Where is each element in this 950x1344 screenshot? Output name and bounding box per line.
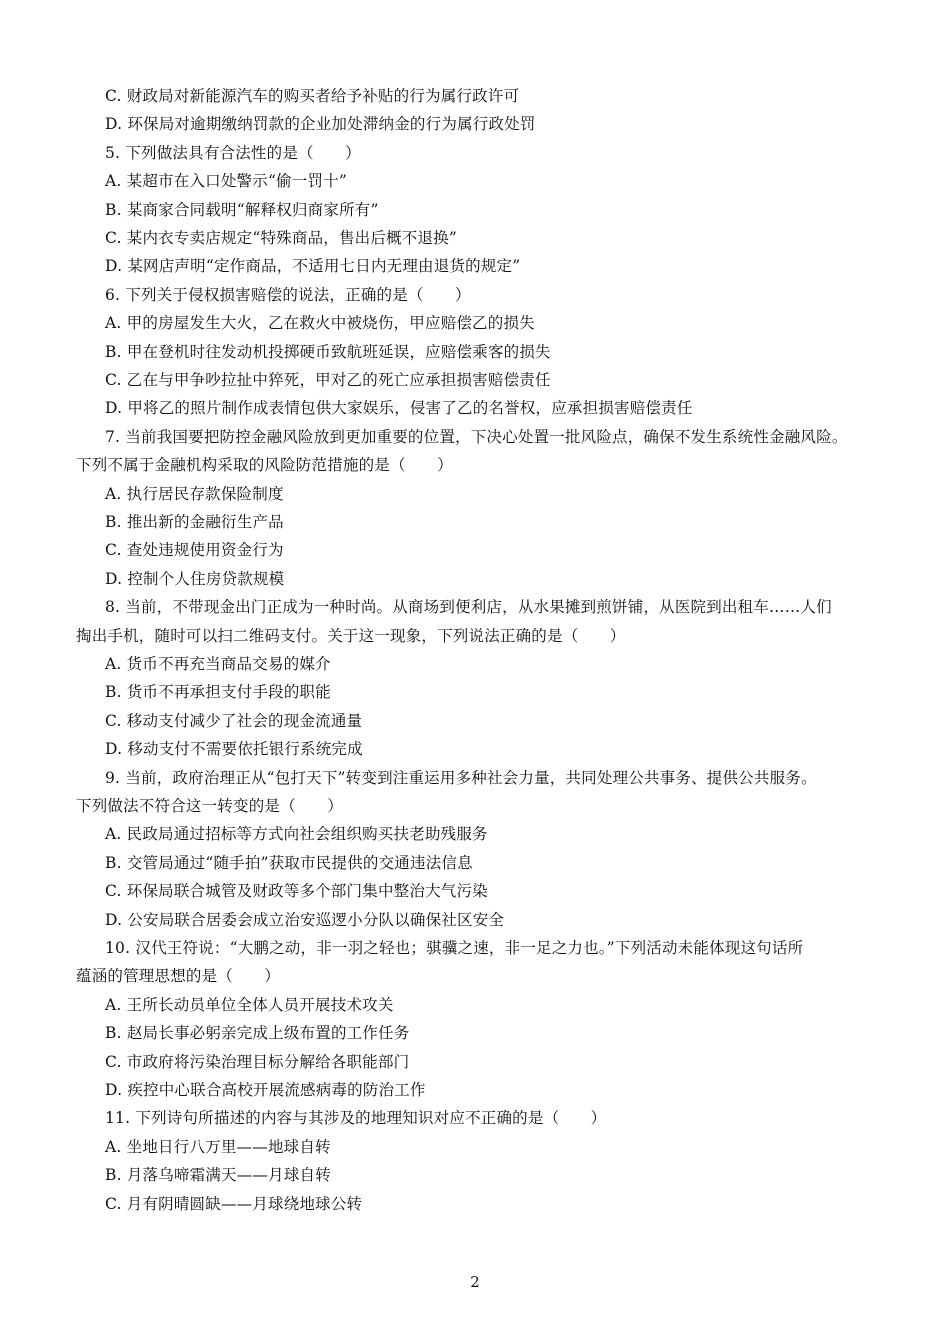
answer-option: C. 移动支付减少了社会的现金流通量 <box>105 711 363 730</box>
question-text: 11. 下列诗句所描述的内容与其涉及的地理知识对应不正确的是（ ） <box>105 1109 607 1128</box>
question-text: 10. 汉代王符说：“大鹏之动，非一羽之轻也；骐骥之速，非一足之力也。”下列活动未能体现这句话所 <box>105 939 804 957</box>
question-continuation: 下列不属于金融机构采取的风险防范措施的是（ ） <box>76 456 453 475</box>
question-text: 6. 下列关于侵权损害赔偿的说法，正确的是（ ） <box>105 285 471 304</box>
answer-option: D. 移动支付不需要依托银行系统完成 <box>105 740 363 759</box>
answer-option: C. 环保局联合城管及财政等多个部门集中整治大气污染 <box>105 882 488 901</box>
answer-option: C. 某内衣专卖店规定“特殊商品，售出后概不退换” <box>105 229 458 247</box>
answer-option: A. 王所长动员单位全体人员开展技术攻关 <box>105 995 394 1014</box>
answer-option: A. 货币不再充当商品交易的媒介 <box>105 655 331 673</box>
answer-option: B. 月落乌啼霜满天——月球自转 <box>105 1166 331 1185</box>
question-text: 9. 当前，政府治理正从“包打天下”转变到注重运用多种社会力量，共同处理公共事务、提供公共服务。 <box>105 768 817 787</box>
answer-option: A. 坐地日行八万里——地球自转 <box>105 1137 331 1156</box>
question-text: 8. 当前，不带现金出门正成为一种时尚。从商场到便利店，从水果摊到煎饼铺，从医院到出租车……人们 <box>105 598 832 617</box>
answer-option: B. 某商家合同载明“解释权归商家所有” <box>105 200 379 219</box>
question-continuation: 掏出手机，随时可以扫二维码支付。关于这一现象，下列说法正确的是（ ） <box>76 626 626 645</box>
answer-option: A. 某超市在入口处警示“偷一罚十” <box>105 172 347 191</box>
answer-option: D. 控制个人住房贷款规模 <box>105 569 285 588</box>
answer-option: C. 乙在与甲争吵拉扯中猝死，甲对乙的死亡应承担损害赔偿责任 <box>105 371 551 389</box>
answer-option: B. 甲在登机时往发动机投掷硬币致航班延误，应赔偿乘客的损失 <box>105 342 551 361</box>
answer-option: B. 推出新的金融衍生产品 <box>105 513 284 531</box>
answer-option: A. 民政局通过招标等方式向社会组织购买扶老助残服务 <box>105 825 488 844</box>
answer-option: D. 甲将乙的照片制作成表情包供大家娱乐，侵害了乙的名誉权，应承担损害赔偿责任 <box>105 399 693 418</box>
answer-option: C. 财政局对新能源汽车的购买者给予补贴的行为属行政许可 <box>105 87 520 105</box>
question-text: 5. 下列做法具有合法性的是（ ） <box>105 143 361 162</box>
question-continuation: 蕴涵的管理思想的是（ ） <box>76 967 281 986</box>
answer-option: B. 货币不再承担支付手段的职能 <box>105 683 331 702</box>
answer-option: C. 查处违规使用资金行为 <box>105 541 284 560</box>
answer-option: B. 赵局长事必躬亲完成上级布置的工作任务 <box>105 1024 410 1043</box>
answer-option: C. 市政府将污染治理目标分解给各职能部门 <box>105 1052 410 1071</box>
answer-option: C. 月有阴晴圆缺——月球绕地球公转 <box>105 1194 363 1213</box>
answer-option: D. 环保局对逾期缴纳罚款的企业加处滞纳金的行为属行政处罚 <box>105 115 536 134</box>
answer-option: A. 执行居民存款保险制度 <box>105 484 284 503</box>
question-continuation: 下列做法不符合这一转变的是（ ） <box>76 797 343 815</box>
answer-option: D. 某网店声明“定作商品，不适用七日内无理由退货的规定” <box>105 257 521 276</box>
answer-option: D. 疾控中心联合高校开展流感病毒的防治工作 <box>105 1081 426 1099</box>
answer-option: A. 甲的房屋发生大火，乙在救火中被烧伤，甲应赔偿乙的损失 <box>105 314 535 333</box>
question-text: 7. 当前我国要把防控金融风险放到更加重要的位置，下决心处置一批风险点，确保不发生系统性金融风险。 <box>105 427 848 446</box>
answer-option: B. 交管局通过“随手拍”获取市民提供的交通违法信息 <box>105 853 473 872</box>
page-number: 2 <box>470 1273 480 1291</box>
answer-option: D. 公安局联合居委会成立治安巡逻小分队以确保社区安全 <box>105 910 505 929</box>
